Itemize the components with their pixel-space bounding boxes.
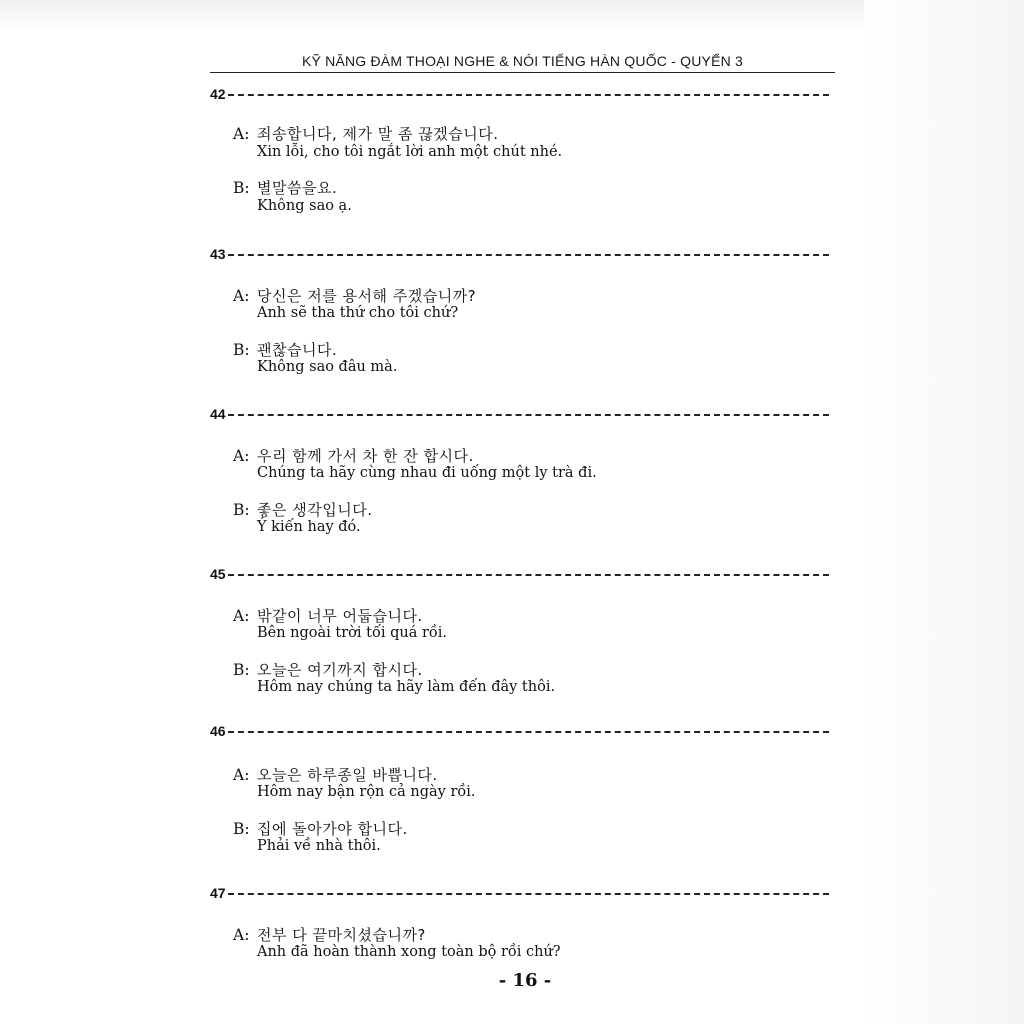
vietnamese-translation: Phải về nhà thôi. — [257, 838, 381, 854]
dashed-divider — [228, 731, 829, 733]
speaker-label: A: — [233, 287, 250, 305]
dialogue-line-a — [233, 764, 823, 785]
section-header — [210, 87, 835, 101]
vietnamese-translation: Không sao ạ. — [257, 198, 352, 214]
section-number: 44 — [210, 406, 226, 422]
dialogue-line-b — [233, 499, 823, 520]
korean-text: 별말씀을요. — [257, 179, 338, 197]
korean-text: 죄송합니다, 제가 말 좀 끊겠습니다. — [257, 125, 499, 143]
speaker-label: B: — [233, 661, 250, 679]
vietnamese-translation: Hôm nay chúng ta hãy làm đến đây thôi. — [257, 679, 556, 695]
korean-text: 밖같이 너무 어둡습니다. — [257, 607, 423, 625]
korean-text: 괜찮습니다. — [257, 341, 338, 359]
dialogue-line-a — [233, 924, 823, 945]
korean-text: 당신은 저를 용서해 주겠습니까? — [257, 287, 477, 305]
section-number: 42 — [210, 86, 226, 102]
vietnamese-translation: Anh sẽ tha thứ cho tôi chứ? — [257, 305, 459, 321]
korean-text: 오늘은 여기까지 합시다. — [257, 661, 423, 679]
running-header: KỸ NĂNG ĐÀM THOẠI NGHE & NÓI TIẾNG HÀN QUỐC - QUYỂN 3 — [301, 53, 744, 69]
dashed-divider — [228, 893, 829, 895]
speaker-label: A: — [233, 926, 250, 944]
dashed-divider — [228, 254, 829, 256]
dialogue-line-a — [233, 445, 823, 466]
dialogue-line-a — [233, 605, 823, 626]
page-number: - 16 - — [498, 970, 552, 991]
section-header — [210, 247, 835, 261]
korean-text: 좋은 생각입니다. — [257, 501, 373, 519]
section-number: 43 — [210, 246, 226, 262]
dashed-divider — [228, 574, 829, 576]
korean-text: 오늘은 하루종일 바쁩니다. — [257, 766, 438, 784]
section-header — [210, 567, 835, 581]
vietnamese-translation: Ý kiến hay đó. — [257, 519, 361, 535]
dialogue-line-b — [233, 177, 823, 198]
dialogue-line-b — [233, 818, 823, 839]
dialogue-section-44 — [210, 406, 835, 535]
dialogue-section-47 — [210, 885, 835, 960]
vietnamese-translation: Anh đã hoàn thành xong toàn bộ rồi chứ? — [257, 944, 561, 960]
section-number: 45 — [210, 566, 226, 582]
speaker-label: B: — [233, 820, 250, 838]
dialogue-line-b — [233, 659, 823, 680]
speaker-label: B: — [233, 179, 250, 197]
vietnamese-translation: Xin lỗi, cho tôi ngắt lời anh một chút nhé. — [257, 144, 563, 160]
dialogue-line-a — [233, 123, 823, 144]
vietnamese-translation: Không sao đâu mà. — [257, 359, 398, 375]
dialogue-line-a — [233, 285, 823, 306]
page-edge-shadow-right — [864, 0, 1024, 1024]
vietnamese-translation: Bên ngoài trời tối quá rồi. — [257, 625, 448, 641]
korean-text: 집에 돌아가야 합니다. — [257, 820, 408, 838]
section-header — [210, 886, 835, 900]
speaker-label: A: — [233, 447, 250, 465]
korean-text: 전부 다 끝마치셨습니까? — [257, 926, 426, 944]
section-number: 47 — [210, 885, 226, 901]
korean-text: 우리 함께 가서 차 한 잔 합시다. — [257, 447, 474, 465]
speaker-label: A: — [233, 766, 250, 784]
dialogue-section-46 — [210, 723, 835, 854]
speaker-label: A: — [233, 125, 250, 143]
dialogue-line-b — [233, 339, 823, 360]
section-number: 46 — [210, 723, 226, 739]
section-header — [210, 407, 835, 421]
section-header — [210, 724, 835, 738]
header-rule — [210, 72, 835, 73]
speaker-label: A: — [233, 607, 250, 625]
dashed-divider — [228, 414, 829, 416]
dialogue-section-45 — [210, 566, 835, 695]
dialogue-section-43 — [210, 246, 835, 375]
speaker-label: B: — [233, 341, 250, 359]
dialogue-section-42 — [210, 86, 835, 214]
vietnamese-translation: Chúng ta hãy cùng nhau đi uống một ly trà đi. — [257, 465, 597, 481]
speaker-label: B: — [233, 501, 250, 519]
dashed-divider — [228, 94, 829, 96]
vietnamese-translation: Hôm nay bận rộn cả ngày rồi. — [257, 784, 476, 800]
